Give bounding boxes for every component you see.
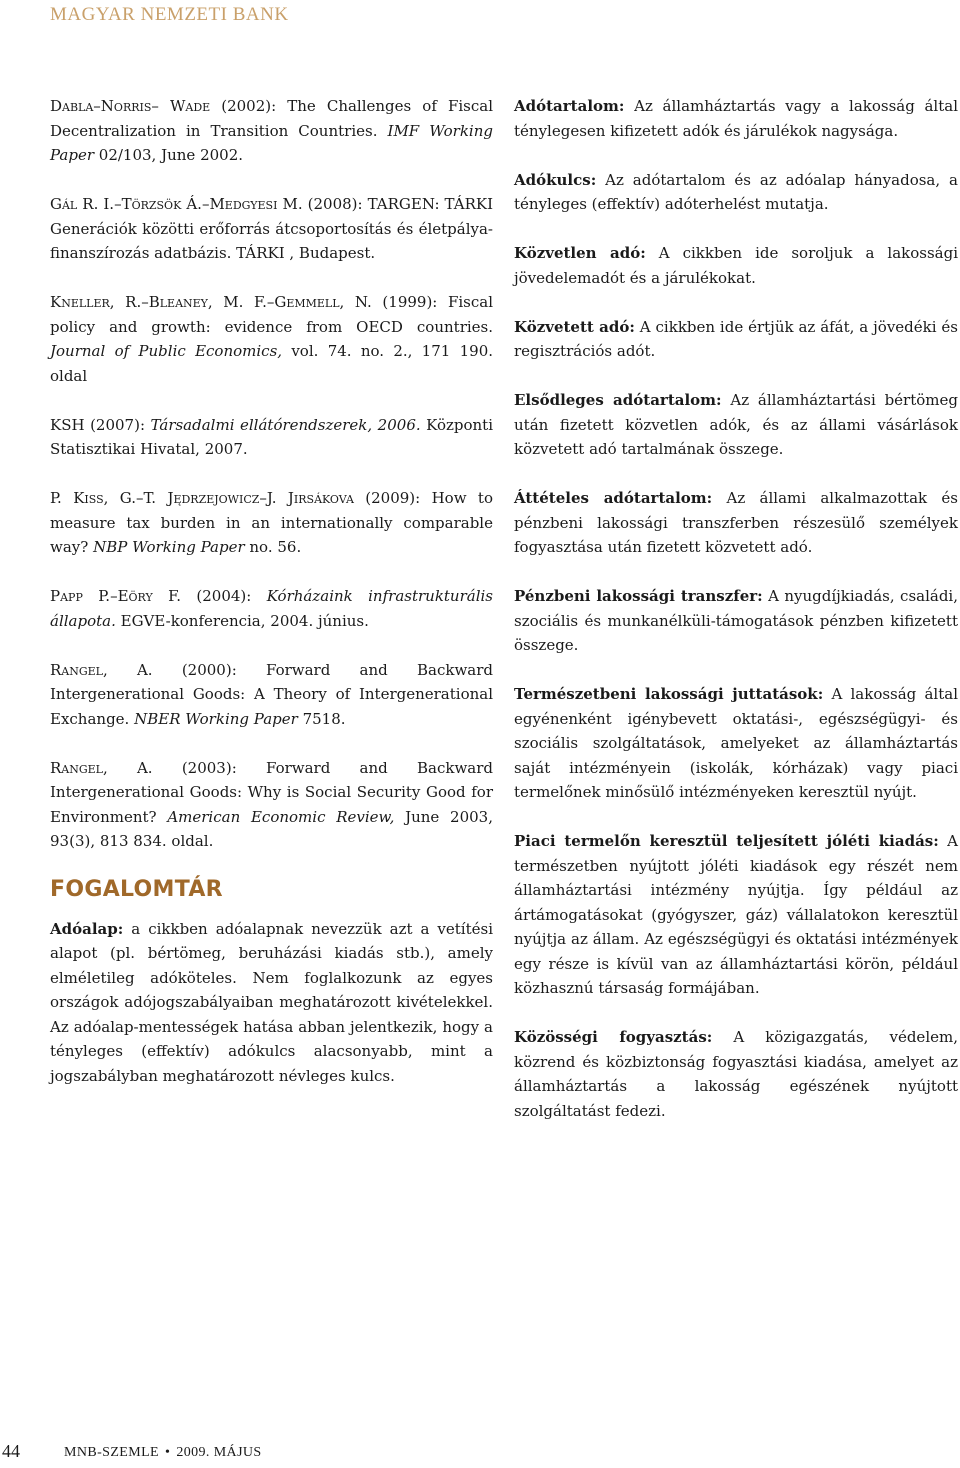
reference-gal xyxy=(50,192,493,266)
reference-authors: Rangel, A. xyxy=(50,660,153,679)
glossary-term: Közösségi fogyasztás: xyxy=(514,1028,713,1046)
reference-tail: Központi Statisztikai Hivatal, 2007. xyxy=(50,415,494,458)
glossary-entry-elsodleges xyxy=(514,388,958,462)
glossary-definition: A természetben nyújtott jóléti kiadások egy részét nem államháztartási intézmény nyújtja. Így például az ártámogatásokat (gyógyszer, gáz) vállalatokon keresztül nyújtja az állam. Az egészségügyi és oktatási intézmények egy része is kívül van az államháztartási körön, például közhasznú társaság formájában. xyxy=(514,832,958,997)
glossary-definition: Az államháztartás vagy a lakosság által ténylegesen kifizetett adók és járulékok nagysága. xyxy=(514,97,958,140)
reference-tail: 02/103, June 2002. xyxy=(94,146,244,164)
reference-authors: Kneller, R.–Bleaney, M. F.–Gemmell, N. xyxy=(50,293,372,311)
glossary-term: Közvetlen adó: xyxy=(514,244,646,262)
reference-text: (2009): How to measure tax burden in an internationally comparable way? xyxy=(50,489,493,556)
glossary-entry-piaci-termelo xyxy=(514,829,958,1001)
reference-source: IMF Working Paper xyxy=(50,121,493,164)
glossary-entry-kozvetlen-ado xyxy=(514,241,958,290)
glossary-entry-kozvetett-ado xyxy=(514,315,958,364)
reference-source: Társadalmi ellátórendszerek, 2006. xyxy=(150,415,421,434)
reference-kiss xyxy=(50,486,493,560)
left-column xyxy=(50,94,493,1113)
reference-text: (2002): The Challenges of Fiscal Decentralization in Transition Countries. xyxy=(50,97,493,140)
glossary-definition: A nyugdíjkiadás, családi, szociális és munkanélküli-támogatások pénzben kifizetett összege. xyxy=(514,587,959,654)
glossary-term: Pénzbeni lakossági transzfer: xyxy=(514,587,763,605)
glossary-entry-termeszetbeni xyxy=(514,682,958,805)
reference-rangel-2000 xyxy=(50,658,493,732)
glossary-entry-adokulcs xyxy=(514,168,958,217)
glossary-definition: A lakosság által egyénenként igénybevett oktatási-, egészségügyi- és szociális szolgáltatások, amelyeket az államháztartás saját intézményein (iskolák, kórházak) vagy piaci termelőnek minősülő intézményeken keresztül nyújt. xyxy=(514,685,958,801)
glossary-definition: A cikkben ide értjük az áfát, a jövedéki és regisztrációs adót. xyxy=(514,317,958,360)
glossary-entry-adoalap xyxy=(50,917,493,1089)
glossary-title: FOGALOMTÁR xyxy=(50,877,223,902)
reference-authors: Gál R. I.–Törzsök Á.–Medgyesi M. xyxy=(50,195,303,213)
reference-tail: June 2003, 93(3), 813 834. oldal. xyxy=(50,807,493,850)
reference-dabla xyxy=(50,94,493,168)
reference-source: Journal of Public Economics, xyxy=(50,342,283,360)
glossary-term: Közvetett adó: xyxy=(514,317,635,336)
reference-source: American Economic Review, xyxy=(167,807,395,826)
glossary-definition: a cikkben adóalapnak nevezzük azt a vetítési alapot (pl. bértömeg, beruházási kiadás stb.), amely elméletileg adóköteles. Nem foglalkozunk az egyes országok adójogszabályaiban meghatározott kivételekkel. Az adóalap-mentességek hatása abban jelentkezik, hogy a tényleges (effektív) adókulcs alacsonyabb, mint a jogszabályban meghatározott névleges kulcs. xyxy=(50,919,493,1085)
reference-kneller xyxy=(50,290,493,388)
reference-text: (2000): Forward and Backward Intergenerational Goods: A Theory of Intergenerational Exchange. xyxy=(50,660,493,728)
reference-text: KSH (2007): xyxy=(50,415,151,434)
glossary-term: Adókulcs: xyxy=(514,170,597,189)
reference-text: (2008): TARGEN: TÁRKI Generációk közötti erőforrás átcsoportosítás és életpálya-finanszírozás adatbázis. TÁRKI , Budapest. xyxy=(50,195,493,262)
right-column xyxy=(514,94,958,1148)
glossary-term: Piaci termelőn keresztül teljesített jóléti kiadás: xyxy=(514,832,939,850)
glossary-definition: Az államháztartási bértömeg után fizetett közvetlen adók, és az állami vásárlások közvetett adó tartalmának összege. xyxy=(514,391,958,458)
glossary-definition: Az állami alkalmazottak és pénzbeni lakossági transzferben részesülő személyek fogyasztása után fizetett közvetett adó. xyxy=(514,489,958,556)
glossary-term: Adóalap: xyxy=(50,919,124,938)
reference-authors: Dabla–Norris– Wade xyxy=(50,97,211,115)
glossary-term: Elsődleges adótartalom: xyxy=(514,391,722,409)
reference-authors: Papp P.–Eöry F. xyxy=(50,587,181,605)
journal-line xyxy=(64,1445,262,1461)
glossary-entry-penzbeni-transzfer xyxy=(514,584,958,658)
glossary-definition: A cikkben ide soroljuk a lakossági jövedelemadót és a járulékokat. xyxy=(514,244,958,287)
issue-date: 2009. MÁJUS xyxy=(176,1445,262,1460)
reference-tail: 7518. xyxy=(297,709,346,728)
reference-rangel-2003 xyxy=(50,756,493,854)
separator-dot: • xyxy=(165,1445,171,1460)
reference-source: NBER Working Paper xyxy=(134,709,298,728)
reference-papp xyxy=(50,584,493,633)
glossary-term: Adótartalom: xyxy=(514,97,625,115)
reference-authors: Rangel, A. xyxy=(50,758,153,777)
reference-tail: vol. 74. no. 2., 171 190. oldal xyxy=(50,342,493,385)
reference-text: (2003): Forward and Backward Intergenerational Goods: Why is Social Security Good for Environment? xyxy=(50,758,493,826)
glossary-term: Természetbeni lakossági juttatások: xyxy=(514,685,824,703)
reference-source: Kórházaink infrastrukturális állapota. xyxy=(50,587,494,630)
running-title: MAGYAR NEMZETI BANK xyxy=(50,4,289,25)
reference-tail: no. 56. xyxy=(244,538,302,556)
reference-text: (2004): xyxy=(180,587,267,605)
reference-tail: EGVE-konferencia, 2004. június. xyxy=(115,611,369,630)
page-number: 44 xyxy=(2,1441,20,1461)
reference-source: NBP Working Paper xyxy=(93,538,245,556)
reference-ksh xyxy=(50,413,493,462)
reference-text: (1999): Fiscal policy and growth: evidence from OECD countries. xyxy=(50,293,493,336)
reference-authors: P. Kiss, G.–T. Jędrzejowicz–J. Jirsákova xyxy=(50,489,354,507)
glossary-entry-kozossegi-fogyasztas xyxy=(514,1025,958,1123)
glossary-definition: Az adótartalom és az adóalap hányadosa, a tényleges (effektív) adóterhelést mutatja. xyxy=(514,170,958,213)
glossary-definition: A közigazgatás, védelem, közrend és közbiztonság fogyasztási kiadása, amelyet az államháztartás a lakosság egészének nyújtott szolgáltatást fedezi. xyxy=(514,1028,958,1120)
journal-name: MNB-SZEMLE xyxy=(64,1445,159,1460)
glossary-entry-adotartalom xyxy=(514,94,958,143)
glossary-entry-atteteles xyxy=(514,486,958,560)
glossary-term: Áttételes adótartalom: xyxy=(514,489,713,507)
